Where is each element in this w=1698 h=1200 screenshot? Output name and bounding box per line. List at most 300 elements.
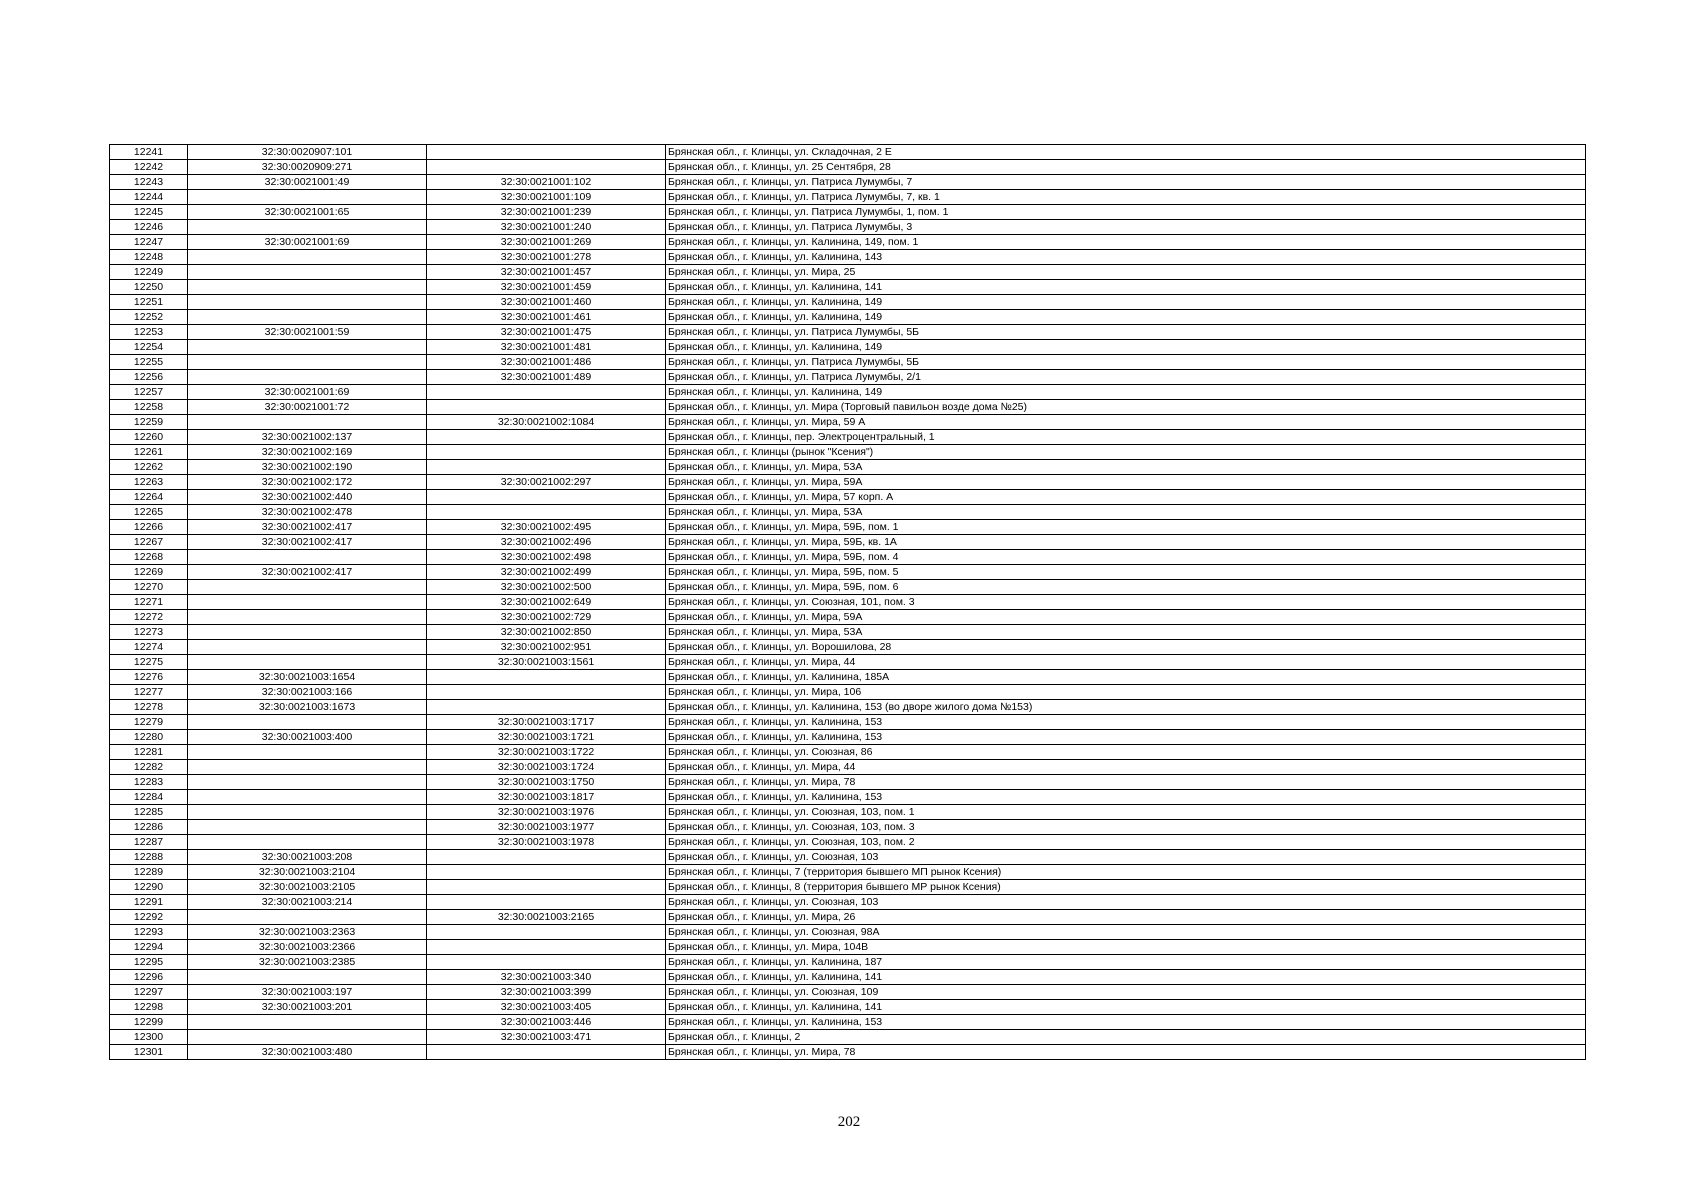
- cadastral-number-cell: 32:30:0021003:2385: [188, 955, 427, 970]
- object-cadastral-number-cell: 32:30:0021001:269: [427, 235, 666, 250]
- row-number-cell: 12296: [110, 970, 188, 985]
- address-cell: Брянская обл., г. Клинцы, ул. Мира, 44: [666, 655, 1586, 670]
- table-row: [110, 895, 1586, 910]
- address-cell: Брянская обл., г. Клинцы, ул. Мира, 53А: [666, 460, 1586, 475]
- cadastral-number-cell: [188, 715, 427, 730]
- object-cadastral-number-cell: 32:30:0021002:850: [427, 625, 666, 640]
- address-cell: Брянская обл., г. Клинцы, ул. Патриса Лумумбы, 7, кв. 1: [666, 190, 1586, 205]
- cadastral-number-cell: [188, 340, 427, 355]
- table-row: [110, 970, 1586, 985]
- object-cadastral-number-cell: 32:30:0021003:1722: [427, 745, 666, 760]
- row-number-cell: 12244: [110, 190, 188, 205]
- address-cell: Брянская обл., г. Клинцы (рынок "Ксения"): [666, 445, 1586, 460]
- address-cell: Брянская обл., г. Клинцы, ул. Мира, 59Б, пом. 1: [666, 520, 1586, 535]
- table-row: [110, 655, 1586, 670]
- cadastral-number-cell: 32:30:0021003:2105: [188, 880, 427, 895]
- object-cadastral-number-cell: 32:30:0021001:461: [427, 310, 666, 325]
- row-number-cell: 12246: [110, 220, 188, 235]
- table-row: [110, 775, 1586, 790]
- table-row: [110, 925, 1586, 940]
- object-cadastral-number-cell: 32:30:0021002:498: [427, 550, 666, 565]
- row-number-cell: 12268: [110, 550, 188, 565]
- cadastral-number-cell: 32:30:0021003:214: [188, 895, 427, 910]
- table-row: [110, 505, 1586, 520]
- table-row: [110, 205, 1586, 220]
- cadastral-number-cell: 32:30:0021002:190: [188, 460, 427, 475]
- object-cadastral-number-cell: [427, 880, 666, 895]
- row-number-cell: 12285: [110, 805, 188, 820]
- cadastral-number-cell: 32:30:0021003:1654: [188, 670, 427, 685]
- row-number-cell: 12256: [110, 370, 188, 385]
- address-cell: Брянская обл., г. Клинцы, ул. Калинина, 153: [666, 715, 1586, 730]
- address-cell: Брянская обл., г. Клинцы, 2: [666, 1030, 1586, 1045]
- cadastral-number-cell: [188, 265, 427, 280]
- table-row: [110, 385, 1586, 400]
- cadastral-number-cell: [188, 910, 427, 925]
- cadastral-number-cell: [188, 310, 427, 325]
- row-number-cell: 12250: [110, 280, 188, 295]
- cadastral-number-cell: 32:30:0021001:72: [188, 400, 427, 415]
- object-cadastral-number-cell: 32:30:0021003:1724: [427, 760, 666, 775]
- cadastral-number-cell: [188, 280, 427, 295]
- cadastral-number-cell: 32:30:0021002:440: [188, 490, 427, 505]
- cadastral-number-cell: [188, 1030, 427, 1045]
- page-number: 202: [837, 1114, 861, 1130]
- cadastral-number-cell: 32:30:0021001:59: [188, 325, 427, 340]
- table-row: [110, 700, 1586, 715]
- object-cadastral-number-cell: 32:30:0021001:278: [427, 250, 666, 265]
- row-number-cell: 12293: [110, 925, 188, 940]
- table-row: [110, 955, 1586, 970]
- row-number-cell: 12276: [110, 670, 188, 685]
- address-cell: Брянская обл., г. Клинцы, пер. Электроцентральный, 1: [666, 430, 1586, 445]
- table-row: [110, 1000, 1586, 1015]
- cadastral-number-cell: 32:30:0021003:2104: [188, 865, 427, 880]
- table-row: [110, 460, 1586, 475]
- address-cell: Брянская обл., г. Клинцы, ул. Мира, 59А: [666, 610, 1586, 625]
- table-row: [110, 190, 1586, 205]
- row-number-cell: 12282: [110, 760, 188, 775]
- cadastral-number-cell: 32:30:0021002:172: [188, 475, 427, 490]
- address-cell: Брянская обл., г. Клинцы, ул. Мира, 44: [666, 760, 1586, 775]
- cadastral-number-cell: 32:30:0020909:271: [188, 160, 427, 175]
- cadastral-number-cell: 32:30:0021003:2363: [188, 925, 427, 940]
- table-row: [110, 430, 1586, 445]
- row-number-cell: 12295: [110, 955, 188, 970]
- row-number-cell: 12292: [110, 910, 188, 925]
- row-number-cell: 12260: [110, 430, 188, 445]
- cadastral-number-cell: [188, 190, 427, 205]
- cadastral-number-cell: [188, 775, 427, 790]
- cadastral-number-cell: [188, 820, 427, 835]
- address-cell: Брянская обл., г. Клинцы, ул. Складочная, 2 Е: [666, 145, 1586, 160]
- table-row: [110, 370, 1586, 385]
- cadastral-number-cell: [188, 370, 427, 385]
- address-cell: Брянская обл., г. Клинцы, ул. Мира, 26: [666, 910, 1586, 925]
- cadastral-number-cell: 32:30:0021003:1673: [188, 700, 427, 715]
- cadastral-number-cell: 32:30:0020907:101: [188, 145, 427, 160]
- object-cadastral-number-cell: 32:30:0021003:399: [427, 985, 666, 1000]
- table-row: [110, 520, 1586, 535]
- row-number-cell: 12291: [110, 895, 188, 910]
- table-row: [110, 1045, 1586, 1060]
- object-cadastral-number-cell: 32:30:0021003:1978: [427, 835, 666, 850]
- cadastral-number-cell: 32:30:0021001:69: [188, 385, 427, 400]
- row-number-cell: 12261: [110, 445, 188, 460]
- row-number-cell: 12272: [110, 610, 188, 625]
- object-cadastral-number-cell: [427, 400, 666, 415]
- address-cell: Брянская обл., г. Клинцы, ул. Патриса Лумумбы, 5Б: [666, 325, 1586, 340]
- row-number-cell: 12266: [110, 520, 188, 535]
- cadastral-number-cell: 32:30:0021001:65: [188, 205, 427, 220]
- address-cell: Брянская обл., г. Клинцы, ул. Калинина, 185А: [666, 670, 1586, 685]
- row-number-cell: 12247: [110, 235, 188, 250]
- registry-table-body: [110, 145, 1586, 1060]
- table-row: [110, 280, 1586, 295]
- address-cell: Брянская обл., г. Клинцы, ул. Калинина, 149: [666, 340, 1586, 355]
- table-row: [110, 475, 1586, 490]
- cadastral-number-cell: [188, 220, 427, 235]
- row-number-cell: 12258: [110, 400, 188, 415]
- row-number-cell: 12241: [110, 145, 188, 160]
- address-cell: Брянская обл., г. Клинцы, ул. Мира, 106: [666, 685, 1586, 700]
- cadastral-number-cell: [188, 610, 427, 625]
- table-row: [110, 835, 1586, 850]
- table-row: [110, 745, 1586, 760]
- object-cadastral-number-cell: 32:30:0021003:1561: [427, 655, 666, 670]
- object-cadastral-number-cell: 32:30:0021001:489: [427, 370, 666, 385]
- object-cadastral-number-cell: [427, 940, 666, 955]
- object-cadastral-number-cell: [427, 865, 666, 880]
- object-cadastral-number-cell: 32:30:0021002:500: [427, 580, 666, 595]
- object-cadastral-number-cell: 32:30:0021003:1750: [427, 775, 666, 790]
- table-row: [110, 550, 1586, 565]
- table-row: [110, 625, 1586, 640]
- object-cadastral-number-cell: 32:30:0021002:729: [427, 610, 666, 625]
- cadastral-number-cell: 32:30:0021001:69: [188, 235, 427, 250]
- row-number-cell: 12255: [110, 355, 188, 370]
- cadastral-number-cell: [188, 745, 427, 760]
- address-cell: Брянская обл., г. Клинцы, ул. Мира, 53А: [666, 505, 1586, 520]
- object-cadastral-number-cell: 32:30:0021002:495: [427, 520, 666, 535]
- cadastral-number-cell: [188, 415, 427, 430]
- table-row: [110, 235, 1586, 250]
- object-cadastral-number-cell: [427, 925, 666, 940]
- object-cadastral-number-cell: 32:30:0021003:446: [427, 1015, 666, 1030]
- row-number-cell: 12277: [110, 685, 188, 700]
- table-row: [110, 985, 1586, 1000]
- object-cadastral-number-cell: [427, 385, 666, 400]
- table-row: [110, 355, 1586, 370]
- row-number-cell: 12263: [110, 475, 188, 490]
- address-cell: Брянская обл., г. Клинцы, ул. Калинина, 153: [666, 730, 1586, 745]
- cadastral-number-cell: 32:30:0021002:169: [188, 445, 427, 460]
- object-cadastral-number-cell: [427, 955, 666, 970]
- table-row: [110, 1015, 1586, 1030]
- address-cell: Брянская обл., г. Клинцы, ул. Мира, 59Б, кв. 1А: [666, 535, 1586, 550]
- row-number-cell: 12300: [110, 1030, 188, 1045]
- object-cadastral-number-cell: [427, 145, 666, 160]
- row-number-cell: 12267: [110, 535, 188, 550]
- table-row: [110, 265, 1586, 280]
- cadastral-number-cell: [188, 790, 427, 805]
- table-row: [110, 400, 1586, 415]
- address-cell: Брянская обл., г. Клинцы, ул. Союзная, 101, пом. 3: [666, 595, 1586, 610]
- table-row: [110, 175, 1586, 190]
- object-cadastral-number-cell: [427, 490, 666, 505]
- row-number-cell: 12294: [110, 940, 188, 955]
- address-cell: Брянская обл., г. Клинцы, ул. Мира, 25: [666, 265, 1586, 280]
- cadastral-number-cell: [188, 550, 427, 565]
- object-cadastral-number-cell: 32:30:0021001:459: [427, 280, 666, 295]
- row-number-cell: 12286: [110, 820, 188, 835]
- row-number-cell: 12259: [110, 415, 188, 430]
- cadastral-number-cell: [188, 805, 427, 820]
- object-cadastral-number-cell: [427, 685, 666, 700]
- object-cadastral-number-cell: 32:30:0021002:649: [427, 595, 666, 610]
- cadastral-number-cell: 32:30:0021003:208: [188, 850, 427, 865]
- cadastral-number-cell: 32:30:0021001:49: [188, 175, 427, 190]
- table-row: [110, 415, 1586, 430]
- row-number-cell: 12273: [110, 625, 188, 640]
- cadastral-number-cell: 32:30:0021003:197: [188, 985, 427, 1000]
- address-cell: Брянская обл., г. Клинцы, ул. Мира, 57 корп. А: [666, 490, 1586, 505]
- address-cell: Брянская обл., г. Клинцы, ул. Калинина, 153: [666, 790, 1586, 805]
- row-number-cell: 12283: [110, 775, 188, 790]
- cadastral-number-cell: [188, 625, 427, 640]
- address-cell: Брянская обл., г. Клинцы, ул. Мира, 78: [666, 1045, 1586, 1060]
- cadastral-number-cell: 32:30:0021002:417: [188, 520, 427, 535]
- row-number-cell: 12270: [110, 580, 188, 595]
- row-number-cell: 12252: [110, 310, 188, 325]
- address-cell: Брянская обл., г. Клинцы, ул. Калинина, 149: [666, 295, 1586, 310]
- row-number-cell: 12299: [110, 1015, 188, 1030]
- object-cadastral-number-cell: 32:30:0021001:475: [427, 325, 666, 340]
- address-cell: Брянская обл., г. Клинцы, ул. Союзная, 86: [666, 745, 1586, 760]
- object-cadastral-number-cell: 32:30:0021002:951: [427, 640, 666, 655]
- cadastral-number-cell: [188, 1015, 427, 1030]
- address-cell: Брянская обл., г. Клинцы, ул. Патриса Лумумбы, 1, пом. 1: [666, 205, 1586, 220]
- address-cell: Брянская обл., г. Клинцы, ул. Союзная, 109: [666, 985, 1586, 1000]
- row-number-cell: 12284: [110, 790, 188, 805]
- registry-table: [109, 144, 1586, 1060]
- cadastral-number-cell: 32:30:0021002:417: [188, 535, 427, 550]
- table-row: [110, 820, 1586, 835]
- table-row: [110, 295, 1586, 310]
- row-number-cell: 12265: [110, 505, 188, 520]
- row-number-cell: 12264: [110, 490, 188, 505]
- object-cadastral-number-cell: [427, 460, 666, 475]
- address-cell: Брянская обл., г. Клинцы, ул. Калинина, 143: [666, 250, 1586, 265]
- cadastral-number-cell: 32:30:0021002:417: [188, 565, 427, 580]
- table-row: [110, 640, 1586, 655]
- row-number-cell: 12278: [110, 700, 188, 715]
- row-number-cell: 12289: [110, 865, 188, 880]
- address-cell: Брянская обл., г. Клинцы, ул. Мира, 53А: [666, 625, 1586, 640]
- address-cell: Брянская обл., г. Клинцы, ул. Союзная, 103, пом. 3: [666, 820, 1586, 835]
- object-cadastral-number-cell: 32:30:0021003:1817: [427, 790, 666, 805]
- address-cell: Брянская обл., г. Клинцы, 8 (территория бывшего МР рынок Ксения): [666, 880, 1586, 895]
- cadastral-number-cell: 32:30:0021002:137: [188, 430, 427, 445]
- address-cell: Брянская обл., г. Клинцы, ул. Калинина, 141: [666, 1000, 1586, 1015]
- object-cadastral-number-cell: 32:30:0021003:1976: [427, 805, 666, 820]
- row-number-cell: 12271: [110, 595, 188, 610]
- object-cadastral-number-cell: 32:30:0021001:102: [427, 175, 666, 190]
- cadastral-number-cell: [188, 760, 427, 775]
- row-number-cell: 12290: [110, 880, 188, 895]
- row-number-cell: 12298: [110, 1000, 188, 1015]
- row-number-cell: 12245: [110, 205, 188, 220]
- object-cadastral-number-cell: 32:30:0021003:405: [427, 1000, 666, 1015]
- row-number-cell: 12279: [110, 715, 188, 730]
- object-cadastral-number-cell: 32:30:0021001:240: [427, 220, 666, 235]
- address-cell: Брянская обл., г. Клинцы, ул. Мира, 59Б, пом. 4: [666, 550, 1586, 565]
- address-cell: Брянская обл., г. Клинцы, ул. Калинина, 187: [666, 955, 1586, 970]
- row-number-cell: 12243: [110, 175, 188, 190]
- object-cadastral-number-cell: 32:30:0021001:486: [427, 355, 666, 370]
- cadastral-number-cell: [188, 295, 427, 310]
- row-number-cell: 12287: [110, 835, 188, 850]
- cadastral-number-cell: [188, 250, 427, 265]
- cadastral-number-cell: [188, 970, 427, 985]
- table-row: [110, 310, 1586, 325]
- object-cadastral-number-cell: 32:30:0021003:1721: [427, 730, 666, 745]
- object-cadastral-number-cell: [427, 850, 666, 865]
- row-number-cell: 12275: [110, 655, 188, 670]
- object-cadastral-number-cell: 32:30:0021001:239: [427, 205, 666, 220]
- object-cadastral-number-cell: 32:30:0021003:1717: [427, 715, 666, 730]
- address-cell: Брянская обл., г. Клинцы, ул. Калинина, 149: [666, 310, 1586, 325]
- row-number-cell: 12253: [110, 325, 188, 340]
- address-cell: Брянская обл., г. Клинцы, ул. Мира (Торговый павильон возде дома №25): [666, 400, 1586, 415]
- table-row: [110, 790, 1586, 805]
- address-cell: Брянская обл., г. Клинцы, ул. Мира, 59Б, пом. 6: [666, 580, 1586, 595]
- object-cadastral-number-cell: 32:30:0021002:496: [427, 535, 666, 550]
- address-cell: Брянская обл., г. Клинцы, ул. Мира, 104В: [666, 940, 1586, 955]
- table-row: [110, 595, 1586, 610]
- table-row: [110, 670, 1586, 685]
- address-cell: Брянская обл., г. Клинцы, ул. Союзная, 103, пом. 2: [666, 835, 1586, 850]
- row-number-cell: 12242: [110, 160, 188, 175]
- table-row: [110, 730, 1586, 745]
- table-row: [110, 910, 1586, 925]
- object-cadastral-number-cell: 32:30:0021003:1977: [427, 820, 666, 835]
- row-number-cell: 12249: [110, 265, 188, 280]
- object-cadastral-number-cell: 32:30:0021001:457: [427, 265, 666, 280]
- cadastral-number-cell: 32:30:0021003:201: [188, 1000, 427, 1015]
- cadastral-number-cell: [188, 655, 427, 670]
- row-number-cell: 12301: [110, 1045, 188, 1060]
- object-cadastral-number-cell: 32:30:0021003:471: [427, 1030, 666, 1045]
- address-cell: Брянская обл., г. Клинцы, ул. Союзная, 103: [666, 895, 1586, 910]
- table-row: [110, 685, 1586, 700]
- row-number-cell: 12288: [110, 850, 188, 865]
- address-cell: Брянская обл., г. Клинцы, ул. Мира, 59А: [666, 475, 1586, 490]
- row-number-cell: 12281: [110, 745, 188, 760]
- address-cell: Брянская обл., г. Клинцы, ул. Калинина, 153: [666, 1015, 1586, 1030]
- object-cadastral-number-cell: [427, 505, 666, 520]
- table-row: [110, 565, 1586, 580]
- address-cell: Брянская обл., г. Клинцы, ул. Патриса Лумумбы, 2/1: [666, 370, 1586, 385]
- object-cadastral-number-cell: 32:30:0021001:109: [427, 190, 666, 205]
- object-cadastral-number-cell: 32:30:0021001:460: [427, 295, 666, 310]
- table-row: [110, 250, 1586, 265]
- table-row: [110, 445, 1586, 460]
- table-row: [110, 160, 1586, 175]
- address-cell: Брянская обл., г. Клинцы, ул. Патриса Лумумбы, 3: [666, 220, 1586, 235]
- object-cadastral-number-cell: [427, 430, 666, 445]
- row-number-cell: 12248: [110, 250, 188, 265]
- row-number-cell: 12280: [110, 730, 188, 745]
- table-row: [110, 490, 1586, 505]
- cadastral-number-cell: 32:30:0021002:478: [188, 505, 427, 520]
- row-number-cell: 12257: [110, 385, 188, 400]
- object-cadastral-number-cell: [427, 895, 666, 910]
- table-row: [110, 220, 1586, 235]
- object-cadastral-number-cell: 32:30:0021002:499: [427, 565, 666, 580]
- address-cell: Брянская обл., г. Клинцы, ул. Калинина, 141: [666, 280, 1586, 295]
- table-row: [110, 715, 1586, 730]
- address-cell: Брянская обл., г. Клинцы, ул. Патриса Лумумбы, 7: [666, 175, 1586, 190]
- cadastral-number-cell: [188, 580, 427, 595]
- row-number-cell: 12254: [110, 340, 188, 355]
- row-number-cell: 12274: [110, 640, 188, 655]
- object-cadastral-number-cell: [427, 700, 666, 715]
- object-cadastral-number-cell: [427, 670, 666, 685]
- cadastral-number-cell: 32:30:0021003:2366: [188, 940, 427, 955]
- address-cell: Брянская обл., г. Клинцы, ул. 25 Сентября, 28: [666, 160, 1586, 175]
- row-number-cell: 12251: [110, 295, 188, 310]
- address-cell: Брянская обл., г. Клинцы, ул. Ворошилова, 28: [666, 640, 1586, 655]
- cadastral-number-cell: [188, 640, 427, 655]
- cadastral-number-cell: 32:30:0021003:480: [188, 1045, 427, 1060]
- table-row: [110, 340, 1586, 355]
- cadastral-number-cell: [188, 355, 427, 370]
- object-cadastral-number-cell: 32:30:0021003:2165: [427, 910, 666, 925]
- table-row: [110, 610, 1586, 625]
- object-cadastral-number-cell: 32:30:0021003:340: [427, 970, 666, 985]
- address-cell: Брянская обл., г. Клинцы, ул. Союзная, 98А: [666, 925, 1586, 940]
- address-cell: Брянская обл., г. Клинцы, ул. Союзная, 103: [666, 850, 1586, 865]
- object-cadastral-number-cell: 32:30:0021001:481: [427, 340, 666, 355]
- table-row: [110, 940, 1586, 955]
- address-cell: Брянская обл., г. Клинцы, ул. Калинина, 149, пом. 1: [666, 235, 1586, 250]
- table-row: [110, 850, 1586, 865]
- address-cell: Брянская обл., г. Клинцы, ул. Патриса Лумумбы, 5Б: [666, 355, 1586, 370]
- table-row: [110, 760, 1586, 775]
- object-cadastral-number-cell: [427, 445, 666, 460]
- cadastral-number-cell: 32:30:0021003:166: [188, 685, 427, 700]
- row-number-cell: 12269: [110, 565, 188, 580]
- table-row: [110, 805, 1586, 820]
- table-row: [110, 145, 1586, 160]
- address-cell: Брянская обл., г. Клинцы, ул. Калинина, 141: [666, 970, 1586, 985]
- table-row: [110, 865, 1586, 880]
- address-cell: Брянская обл., г. Клинцы, ул. Мира, 78: [666, 775, 1586, 790]
- table-row: [110, 535, 1586, 550]
- object-cadastral-number-cell: [427, 160, 666, 175]
- row-number-cell: 12262: [110, 460, 188, 475]
- cadastral-number-cell: [188, 835, 427, 850]
- table-row: [110, 325, 1586, 340]
- table-row: [110, 1030, 1586, 1045]
- table-row: [110, 580, 1586, 595]
- cadastral-number-cell: 32:30:0021003:400: [188, 730, 427, 745]
- address-cell: Брянская обл., г. Клинцы, ул. Мира, 59 А: [666, 415, 1586, 430]
- table-row: [110, 880, 1586, 895]
- address-cell: Брянская обл., г. Клинцы, ул. Мира, 59Б, пом. 5: [666, 565, 1586, 580]
- address-cell: Брянская обл., г. Клинцы, ул. Калинина, 149: [666, 385, 1586, 400]
